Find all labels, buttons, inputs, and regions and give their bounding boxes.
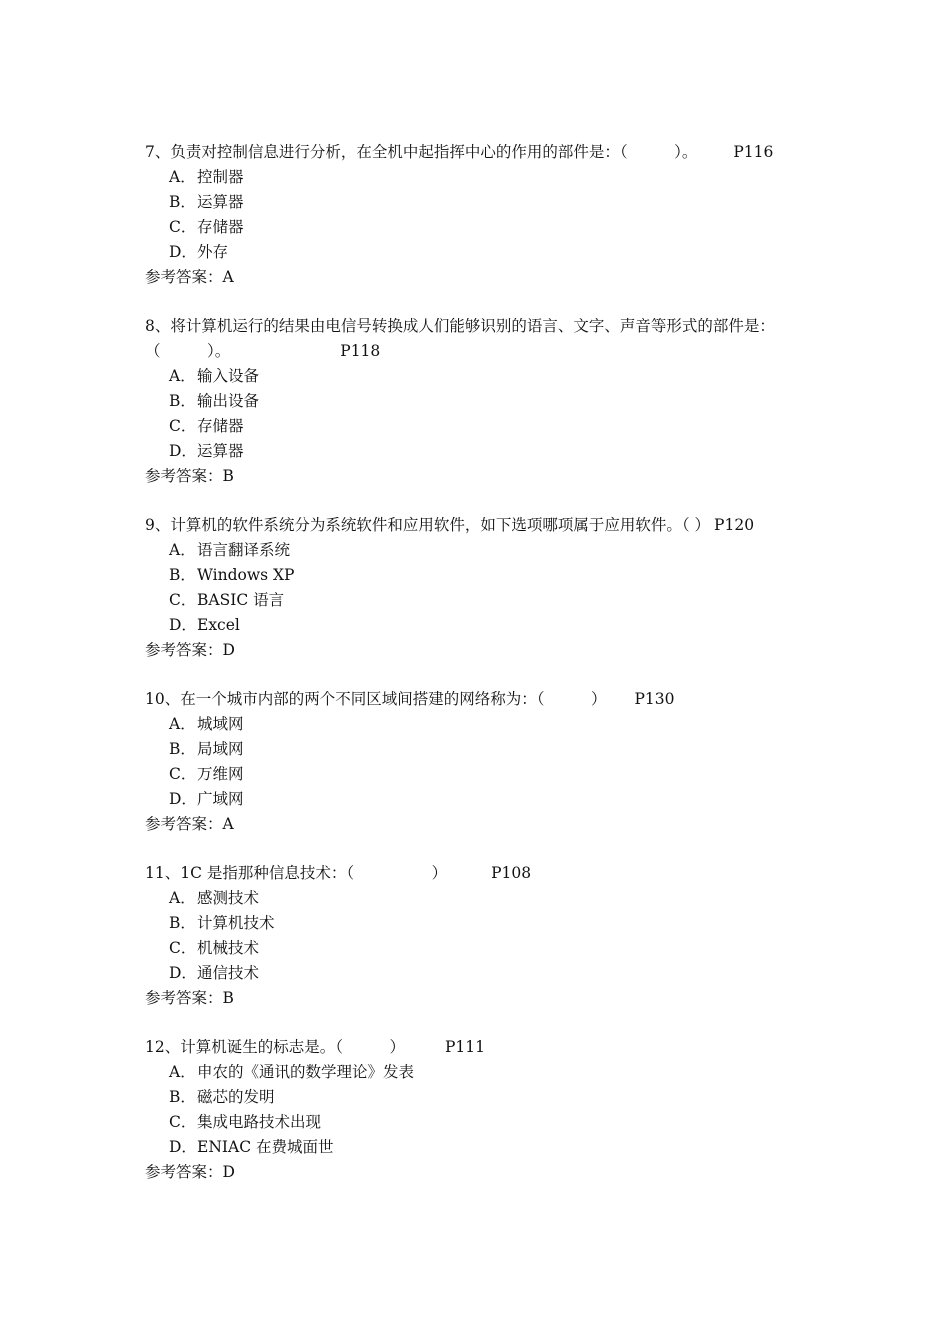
option-d (145, 787, 815, 812)
option-letter: C． (169, 591, 197, 609)
option-a (145, 712, 815, 737)
answer-label: 参考答案： (145, 1163, 223, 1181)
question-12 (145, 1035, 815, 1185)
question-stem (145, 513, 815, 538)
reference-answer (145, 638, 815, 663)
option-letter: B． (169, 740, 196, 758)
option-c (145, 215, 815, 240)
stem-text: 8、将计算机运行的结果由电信号转换成人们能够识别的语言、文字、声音等形式的部件是：（ ）。 (145, 317, 775, 360)
option-text: 机械技术 (197, 939, 260, 957)
option-text: 磁芯的发明 (197, 1088, 275, 1106)
question-8 (145, 314, 815, 489)
answer-label: 参考答案： (145, 467, 223, 485)
option-a (145, 165, 815, 190)
option-text: 存储器 (197, 218, 244, 236)
option-letter: D． (169, 964, 197, 982)
option-text: 输出设备 (197, 392, 260, 410)
page-reference: P116 (733, 143, 774, 161)
option-text: Excel (197, 616, 240, 634)
option-c (145, 762, 815, 787)
option-text: 输入设备 (197, 367, 260, 385)
page-reference: P108 (491, 864, 532, 882)
option-text: 存储器 (197, 417, 244, 435)
question-list (145, 140, 815, 1209)
option-b (145, 737, 815, 762)
option-letter: C． (169, 417, 197, 435)
option-a (145, 364, 815, 389)
option-text: 申农的《通讯的数学理论》发表 (197, 1063, 415, 1081)
reference-answer (145, 1160, 815, 1185)
option-c (145, 1110, 815, 1135)
option-text: 运算器 (197, 442, 244, 460)
question-7 (145, 140, 815, 290)
option-letter: D． (169, 616, 197, 634)
question-stem (145, 1035, 815, 1060)
option-letter: C． (169, 765, 197, 783)
answer-value: D (222, 1163, 235, 1181)
answer-value: D (222, 641, 235, 659)
option-text: 集成电路技术出现 (197, 1113, 322, 1131)
option-letter: A． (169, 168, 196, 186)
answer-label: 参考答案： (145, 815, 223, 833)
answer-value: B (222, 989, 234, 1007)
answer-label: 参考答案： (145, 989, 223, 1007)
option-letter: D． (169, 790, 197, 808)
option-d (145, 1135, 815, 1160)
question-stem (145, 861, 815, 886)
stem-text: 9、计算机的软件系统分为系统软件和应用软件，如下选项哪项属于应用软件。（ ） (145, 516, 711, 534)
page-reference: P111 (444, 1038, 485, 1056)
option-text: 外存 (197, 243, 229, 261)
option-c (145, 414, 815, 439)
page-reference: P120 (714, 516, 755, 534)
option-text: 运算器 (197, 193, 244, 211)
option-letter: B． (169, 193, 196, 211)
option-letter: C． (169, 939, 197, 957)
option-text: 感测技术 (197, 889, 260, 907)
option-b (145, 389, 815, 414)
option-letter: A． (169, 541, 196, 559)
option-d (145, 439, 815, 464)
option-c (145, 588, 815, 613)
option-d (145, 613, 815, 638)
option-b (145, 1085, 815, 1110)
answer-value: A (222, 815, 234, 833)
question-10 (145, 687, 815, 837)
reference-answer (145, 812, 815, 837)
option-letter: A． (169, 889, 196, 907)
option-letter: B． (169, 566, 196, 584)
option-text: 万维网 (197, 765, 244, 783)
answer-label: 参考答案： (145, 641, 223, 659)
option-b (145, 911, 815, 936)
option-text: 控制器 (197, 168, 244, 186)
question-9 (145, 513, 815, 663)
option-letter: A． (169, 715, 196, 733)
option-d (145, 240, 815, 265)
stem-text: 11、1C 是指那种信息技术：（ ） (145, 864, 448, 882)
option-letter: D． (169, 243, 197, 261)
option-d (145, 961, 815, 986)
option-letter: A． (169, 367, 196, 385)
option-text: ENIAC 在费城面世 (197, 1138, 334, 1156)
option-letter: C． (169, 218, 197, 236)
option-a (145, 538, 815, 563)
stem-text: 7、负责对控制信息进行分析，在全机中起指挥中心的作用的部件是：（ ）。 (145, 143, 698, 161)
question-stem (145, 687, 815, 712)
page-reference: P130 (634, 690, 675, 708)
option-text: 通信技术 (197, 964, 260, 982)
option-letter: D． (169, 1138, 197, 1156)
option-b (145, 563, 815, 588)
option-c (145, 936, 815, 961)
option-b (145, 190, 815, 215)
option-text: 城域网 (197, 715, 244, 733)
answer-value: B (222, 467, 234, 485)
answer-value: A (222, 268, 234, 286)
option-text: 广域网 (197, 790, 244, 808)
option-a (145, 1060, 815, 1085)
option-a (145, 886, 815, 911)
option-letter: C． (169, 1113, 197, 1131)
answer-label: 参考答案： (145, 268, 223, 286)
reference-answer (145, 464, 815, 489)
option-text: Windows XP (197, 566, 295, 584)
reference-answer (145, 986, 815, 1011)
option-letter: B． (169, 1088, 196, 1106)
page-reference: P118 (340, 342, 381, 360)
question-stem (145, 140, 815, 165)
stem-text: 10、在一个城市内部的两个不同区域间搭建的网络称为：（ ） (145, 690, 607, 708)
option-text: 语言翻译系统 (197, 541, 291, 559)
option-letter: D． (169, 442, 197, 460)
question-stem (145, 314, 815, 364)
option-text: 局域网 (197, 740, 244, 758)
option-letter: B． (169, 392, 196, 410)
question-11 (145, 861, 815, 1011)
option-text: 计算机技术 (197, 914, 275, 932)
stem-text: 12、计算机诞生的标志是。（ ） (145, 1038, 405, 1056)
option-text: BASIC 语言 (197, 591, 285, 609)
option-letter: B． (169, 914, 196, 932)
option-letter: A． (169, 1063, 196, 1081)
reference-answer (145, 265, 815, 290)
